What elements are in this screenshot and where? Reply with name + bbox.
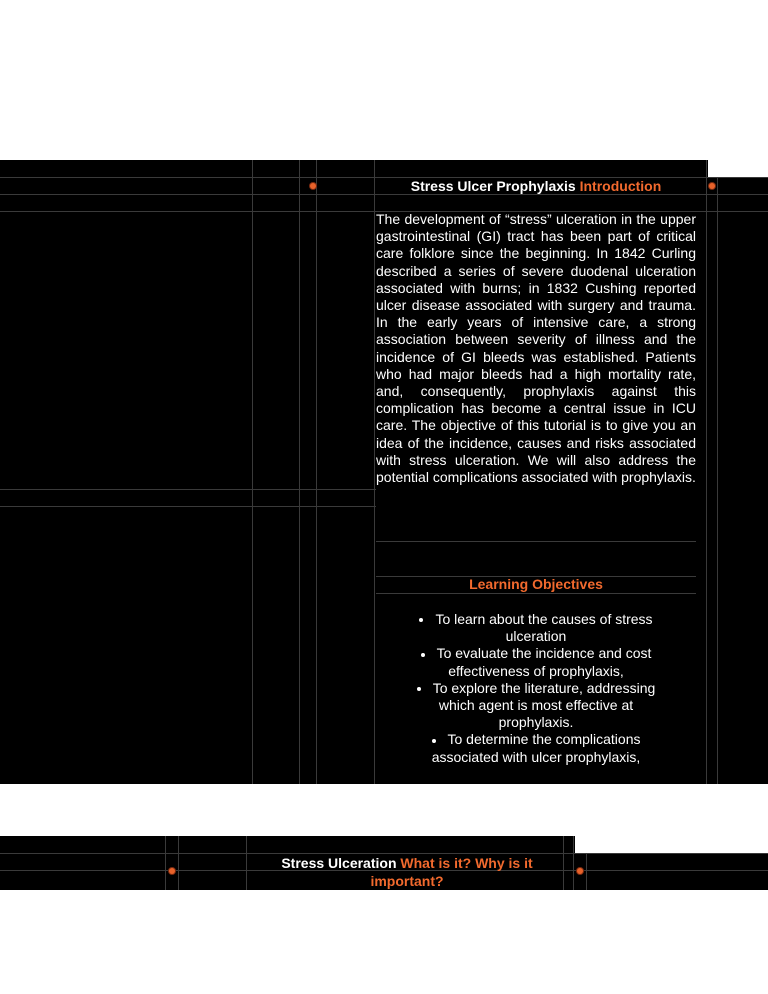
guide-line xyxy=(563,836,564,890)
guide-line xyxy=(165,836,166,890)
slide-1-title-main: Stress Ulcer Prophylaxis xyxy=(410,178,576,194)
guide-line xyxy=(573,836,574,890)
guide-line xyxy=(178,836,179,890)
guide-line xyxy=(706,160,707,784)
guide-line xyxy=(252,160,253,784)
guide-line xyxy=(586,854,587,890)
slide-1-title-accent: Introduction xyxy=(579,178,662,194)
guide-line xyxy=(316,160,317,784)
objective-item: To evaluate the incidence and cost effectiveness of prophylaxis, xyxy=(376,645,696,679)
guide-line xyxy=(0,506,376,507)
guide-line xyxy=(0,489,376,490)
guide-line xyxy=(376,541,696,542)
slide-1-title xyxy=(376,178,696,195)
guide-line xyxy=(246,836,247,890)
slide-2-title-accent: What is it? Why is it important? xyxy=(370,855,533,889)
intro-paragraph: The development of “stress” ulceration in the upper gastrointestinal (GI) tract has been part of critical care folklore since the beginning. In 1842 Curling described a series of severe duodenal ulceration associated with burns; in 1832 Cushing reported ulcer disease associated with surgery and trauma. In the early years of intensive care, a strong association between severity of illness and the incidence of GI bleeds was established. Patients who had major bleeds had a high mortality rate, and, consequently, prophylaxis against this complication has become a central issue in ICU care. The objective of this tutorial is to give you an idea of the incidence, causes and risks associated with stress ulceration. We will also address the potential complications associated with prophylaxis. xyxy=(376,211,696,486)
bullet-icon xyxy=(419,618,423,622)
bullet-icon xyxy=(417,687,421,691)
objective-item: To explore the literature, addressing which agent is most effective at prophylaxis. xyxy=(376,680,696,732)
bullet-icon xyxy=(432,739,436,743)
guide-line xyxy=(717,177,718,784)
guide-line xyxy=(299,160,300,784)
slide-marker-icon xyxy=(169,868,175,874)
objective-item: To determine the complications associated with ulcer prophylaxis, xyxy=(431,731,641,765)
objective-item: To learn about the causes of stress ulceration xyxy=(376,611,696,645)
guide-line xyxy=(374,160,375,784)
slide-marker-icon xyxy=(577,868,583,874)
bullet-icon xyxy=(421,653,425,657)
slide-2-panel-right xyxy=(575,854,768,890)
guide-line xyxy=(376,593,696,594)
objectives-title: Learning Objectives xyxy=(469,576,603,592)
slide-marker-icon xyxy=(310,183,316,189)
objectives-list xyxy=(376,611,696,766)
slide-2-title xyxy=(262,854,552,890)
slide-2-title-main: Stress Ulceration xyxy=(281,855,397,871)
slide-marker-icon xyxy=(709,183,715,189)
